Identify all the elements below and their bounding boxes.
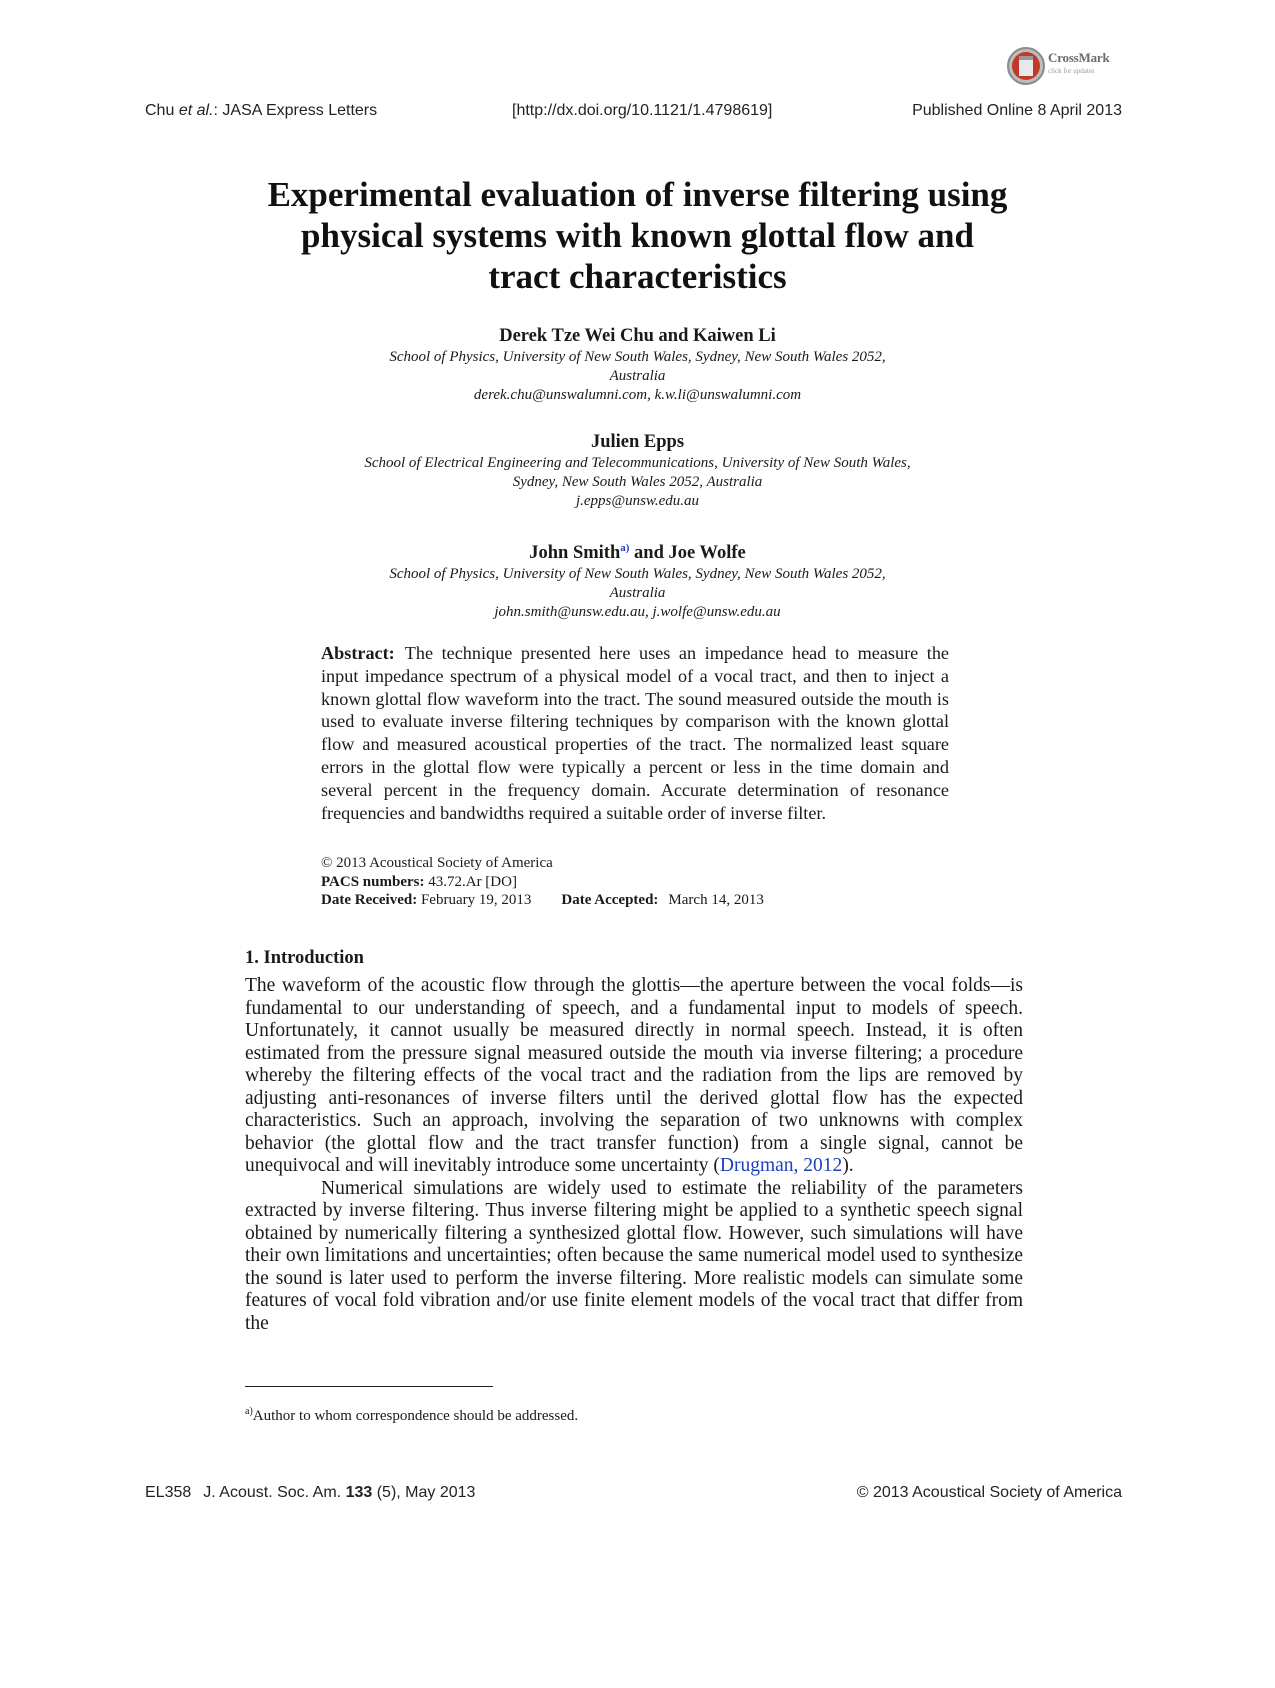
footer-citation: EL358 J. Acoust. Soc. Am. 133 (5), May 2013 [145, 1484, 476, 1501]
title-line-3: tract characteristics [488, 257, 787, 296]
author-block-1 [140, 325, 1135, 405]
footnote-divider [245, 1386, 493, 1387]
author-block-2 [140, 431, 1135, 511]
footnote: $^{a)}$Author to whom correspondence should be addressed. [245, 1406, 579, 1424]
crossmark-label: CrossMark [1048, 50, 1110, 65]
dates-line: Date Received: February 19, 2013 Date Accepted: March 14, 2013 [321, 892, 764, 908]
author-names: Derek Tze Wei Chu and Kaiwen Li [499, 326, 776, 346]
page-title [140, 174, 1135, 297]
copyright-line: © 2013 Acoustical Society of America [321, 855, 553, 871]
header-journal: Chu et al.: JASA Express Letters [145, 102, 378, 119]
crossmark-badge[interactable] [1006, 46, 1124, 82]
body-text [245, 975, 1023, 1335]
author-names: John Smith$^{a)}$ and Joe Wolfe [529, 542, 746, 564]
author-affiliation: Sydney, New South Wales 2052, Australia [512, 474, 763, 490]
title-line-1: Experimental evaluation of inverse filtering using [267, 175, 1008, 214]
title-line-2: physical systems with known glottal flow and [301, 216, 974, 255]
author-names: Julien Epps [590, 432, 685, 452]
header-published-date: Published Online 8 April 2013 [912, 102, 1122, 119]
crossmark-sublabel: click for updates [1048, 67, 1095, 75]
author-email: john.smith@unsw.edu.au, j.wolfe@unsw.edu.au [494, 604, 781, 621]
author-block-3 [140, 536, 1135, 622]
author-email: derek.chu@unswalumni.com, k.w.li@unswalumni.com [473, 387, 802, 403]
author-affiliation: Australia [609, 368, 666, 384]
author-email: j.epps@unsw.edu.au [575, 493, 700, 509]
citation-link[interactable]: Drugman, 2012 [719, 1155, 843, 1176]
crossmark-icon [1006, 46, 1046, 86]
page-number: EL358 [145, 1484, 192, 1501]
paragraph: The waveform of the acoustic flow through the glottis—the aperture between the vocal folds—is fundamental to our understanding of speech, and a fundamental input to models of speech. Unfortunately, it cannot usually be measured directly in normal speech. Instead, it is often estimated from the pressure signal measured outside the mouth via inverse filtering; a procedure whereby the filtering effects of the vocal tract and the radiation from the lips are removed by adjusting anti-resonances of inverse filters until the derived glottal flow has the expected characteristics. Such an approach, involving the separation of two unknowns with complex behavior (the glottal flow and the tract transfer function) from a single signal, cannot be unequivocal and will inevitably introduce some uncertainty (Drugman, 2012). [245, 975, 1023, 1176]
author-affiliation: School of Electrical Engineering and Telecommunications, University of New South Wales, [364, 455, 911, 471]
footer-copyright: © 2013 Acoustical Society of America [856, 1484, 1122, 1501]
pacs-line: PACS numbers: 43.72.Ar [DO] [321, 873, 517, 890]
article-metadata [321, 854, 764, 910]
section-heading: 1. Introduction [245, 948, 364, 968]
header-doi[interactable]: [http://dx.doi.org/10.1121/1.4798619] [512, 102, 773, 119]
abstract-text: The technique presented here uses an impedance head to measure the input impedance spectrum of a physical model of a vocal tract, and then to inject a known glottal flow waveform into the tract. The sound measured outside the mouth is used to evaluate inverse filtering techniques by comparison with the known glottal flow and measured acoustical properties of the tract. The normalized least square errors in the glottal flow were typically a percent or less in the time domain and several percent in the frequency domain. Accurate determination of resonance frequencies and bandwidths required a suitable order of inverse filter. [321, 643, 949, 823]
author-affiliation: School of Physics, University of New South Wales, Sydney, New South Wales 2052, [389, 349, 886, 365]
footnote-link[interactable]: a) [620, 542, 630, 554]
abstract-label: Abstract: [321, 643, 395, 663]
abstract [321, 642, 949, 824]
author-affiliation: School of Physics, University of New South Wales, Sydney, New South Wales 2052, [389, 566, 886, 583]
author-affiliation: Australia [609, 585, 666, 602]
paragraph: Numerical simulations are widely used to estimate the reliability of the parameters extracted by inverse filtering. Thus inverse filtering might be applied to a synthetic speech signal obtained by numerically filtering a synthesized glottal flow. However, such simulations will have their own limitations and uncertainties; often because the same numerical model used to synthesize the sound is later used to perform the inverse filtering. More realistic models can simulate some features of vocal fold vibration and/or use finite element models of the vocal tract that differ from the [245, 1177, 1023, 1334]
